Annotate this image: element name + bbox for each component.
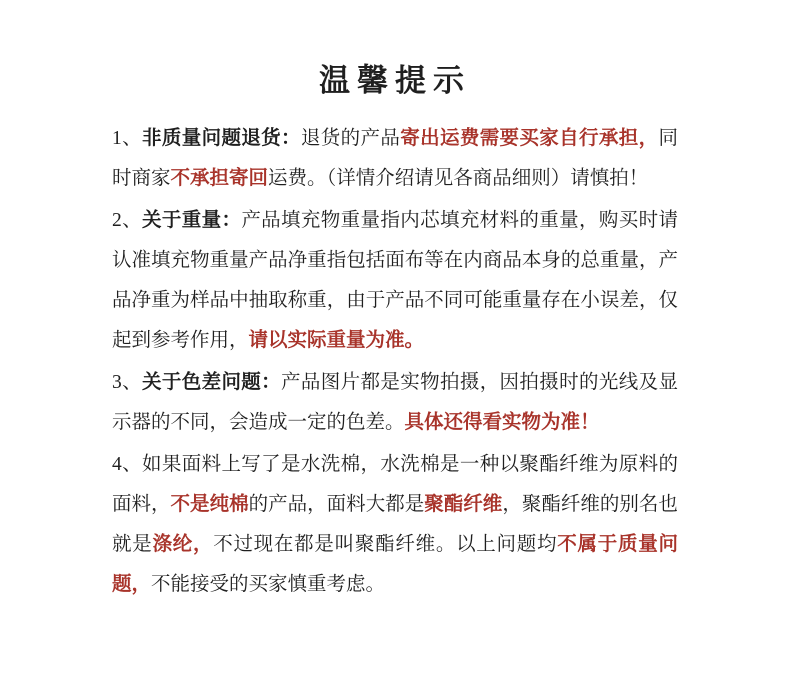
text-segment: 2、	[112, 210, 142, 232]
text-segment: 退货的产品	[300, 128, 401, 150]
page-title: 温馨提示	[319, 63, 471, 98]
text-segment: ，聚酯纤维的别名也就是	[112, 494, 678, 556]
text-segment: 非质量问题退货：	[141, 128, 301, 150]
text-segment: 如果面料上写了是水洗棉，水洗棉是一种以聚酯纤维为原料的面料，	[112, 454, 678, 516]
text-segment: 的产品，面料大都是	[248, 494, 425, 516]
text-segment: 不过现在都是叫聚酯纤维。以上问题均	[213, 534, 558, 556]
text-segment: 不能接受的买家慎重考虑。	[151, 574, 386, 596]
paragraph	[112, 119, 678, 199]
text-segment: 关于色差问题：	[141, 372, 282, 394]
paragraph	[112, 445, 678, 605]
text-segment: 请以实际重量为准。	[248, 330, 425, 352]
text-segment: 同时商家	[112, 128, 678, 190]
text-segment: 不属于质量问题，	[112, 534, 678, 596]
text-segment: 4、	[112, 454, 142, 476]
text-segment: 产品图片都是实物拍摄，因拍摄时的光线及显示器的不同，会造成一定的色差。	[112, 372, 678, 434]
text-segment: 关于重量：	[141, 210, 242, 232]
text-segment: 寄出运费需要买家自行承担，	[400, 128, 659, 150]
text-segment: 涤纶，	[152, 534, 214, 556]
text-segment: 3、	[112, 372, 142, 394]
text-segment: 1、	[112, 128, 142, 150]
paragraph	[112, 363, 678, 443]
notice-body	[112, 119, 678, 605]
text-segment: 具体还得看实物为准！	[404, 412, 600, 434]
text-segment: 不承担寄回	[170, 168, 269, 190]
text-segment: 运费。（详情介绍请见各商品细则）请慎拍！	[268, 168, 649, 190]
paragraph	[112, 201, 678, 361]
text-segment: 产品填充物重量指内芯填充材料的重量，购买时请认准填充物重量产品净重指包括面布等在内商品本身的总重量，产品净重为样品中抽取称重，由于产品不同可能重量存在小误差，仅起到参考作用，	[112, 210, 678, 352]
text-segment: 不是纯棉	[170, 494, 249, 516]
text-segment: 聚酯纤维	[424, 494, 503, 516]
